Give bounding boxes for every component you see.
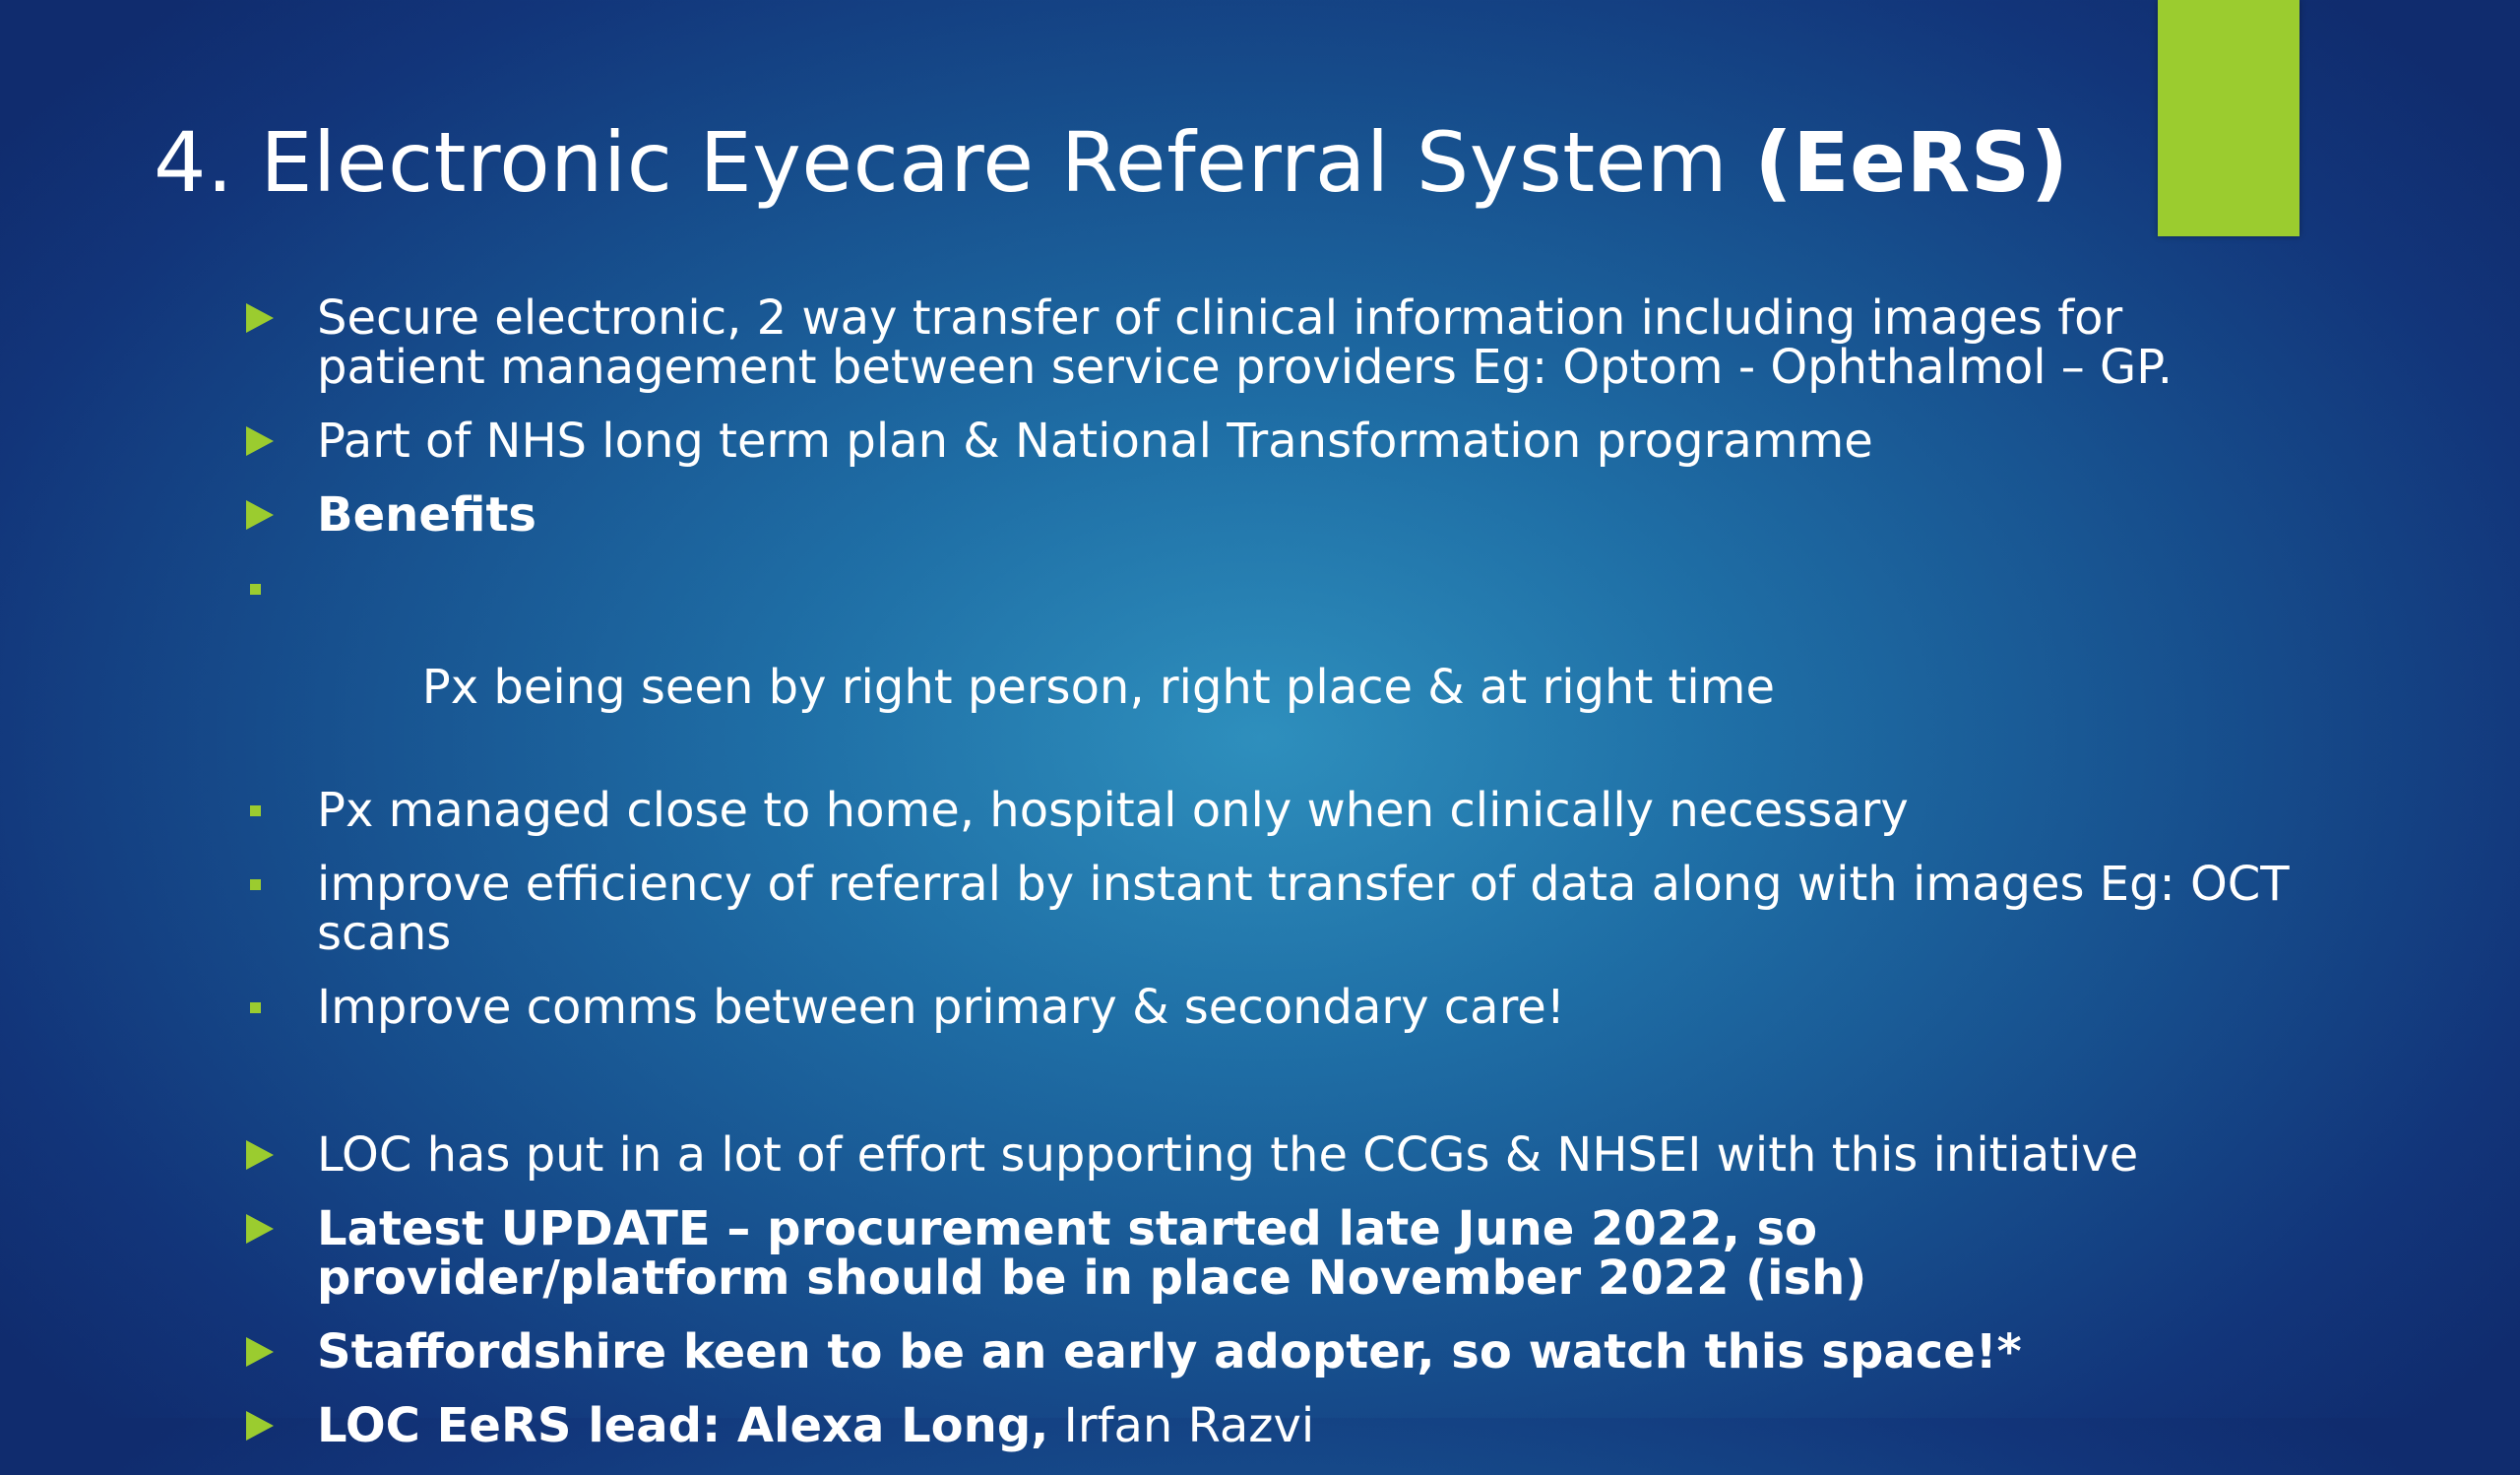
square-bullet-icon <box>246 983 285 1032</box>
list-item <box>246 414 2294 469</box>
accent-bar <box>2158 0 2300 236</box>
triangle-bullet-icon <box>246 417 285 466</box>
list-spacer <box>246 1057 2294 1130</box>
square-bullet-icon <box>246 860 285 909</box>
triangle-bullet-icon <box>246 1204 285 1253</box>
list-item <box>246 1127 2294 1183</box>
square-bullet-icon <box>246 564 285 613</box>
slide-title <box>154 108 2069 217</box>
list-item <box>246 783 2294 838</box>
bullet-text: Px managed close to home, hospital only when clinically necessary <box>317 783 1909 838</box>
bullet-text: LOC has put in a lot of effort supporting the CCGs & NHSEI with this initiative <box>317 1127 2139 1183</box>
square-bullet-icon <box>246 786 285 835</box>
bullet-text: Latest UPDATE – procurement started late June 2022, so provider/platform should be in place November 2022 (ish) <box>317 1201 1867 1306</box>
triangle-bullet-icon <box>246 1327 285 1377</box>
bullet-text: Secure electronic, 2 way transfer of clinical information including images for patient management between service providers Eg: Optom - Ophthalmol – GP. <box>317 290 2173 395</box>
triangle-bullet-icon <box>246 293 285 343</box>
list-item <box>246 487 2294 543</box>
bullet-text: Improve comms between primary & secondary care! <box>317 980 1566 1035</box>
list-item <box>246 857 2294 961</box>
list-item <box>246 980 2294 1035</box>
list-item <box>246 290 2294 395</box>
triangle-bullet-icon <box>246 490 285 540</box>
triangle-bullet-icon <box>246 1401 285 1450</box>
bullet-text: Benefits <box>317 487 536 543</box>
bullet-list <box>246 290 2294 1475</box>
bullet-text: Irfan Razvi <box>1048 1398 1315 1453</box>
bullet-text: improve efficiency of referral by instant transfer of data along with images Eg: OCT scans <box>317 857 2290 961</box>
list-item <box>246 1398 2294 1453</box>
list-item <box>246 564 2294 761</box>
title-acronym: (EeRS) <box>1754 114 2069 211</box>
bullet-text: Staffordshire keen to be an early adopter, so watch this space!* <box>317 1324 2022 1379</box>
list-item <box>246 1201 2294 1306</box>
triangle-bullet-icon <box>246 1130 285 1180</box>
bullet-text-bold: LOC EeRS lead: Alexa Long, <box>317 1398 1049 1453</box>
bullet-text: Part of NHS long term plan & National Transformation programme <box>317 414 1873 469</box>
list-item <box>246 1324 2294 1379</box>
bullet-text: Px being seen by right person, right place & at right time <box>407 660 1775 715</box>
title-text: 4. Electronic Eyecare Referral System <box>154 114 1755 211</box>
